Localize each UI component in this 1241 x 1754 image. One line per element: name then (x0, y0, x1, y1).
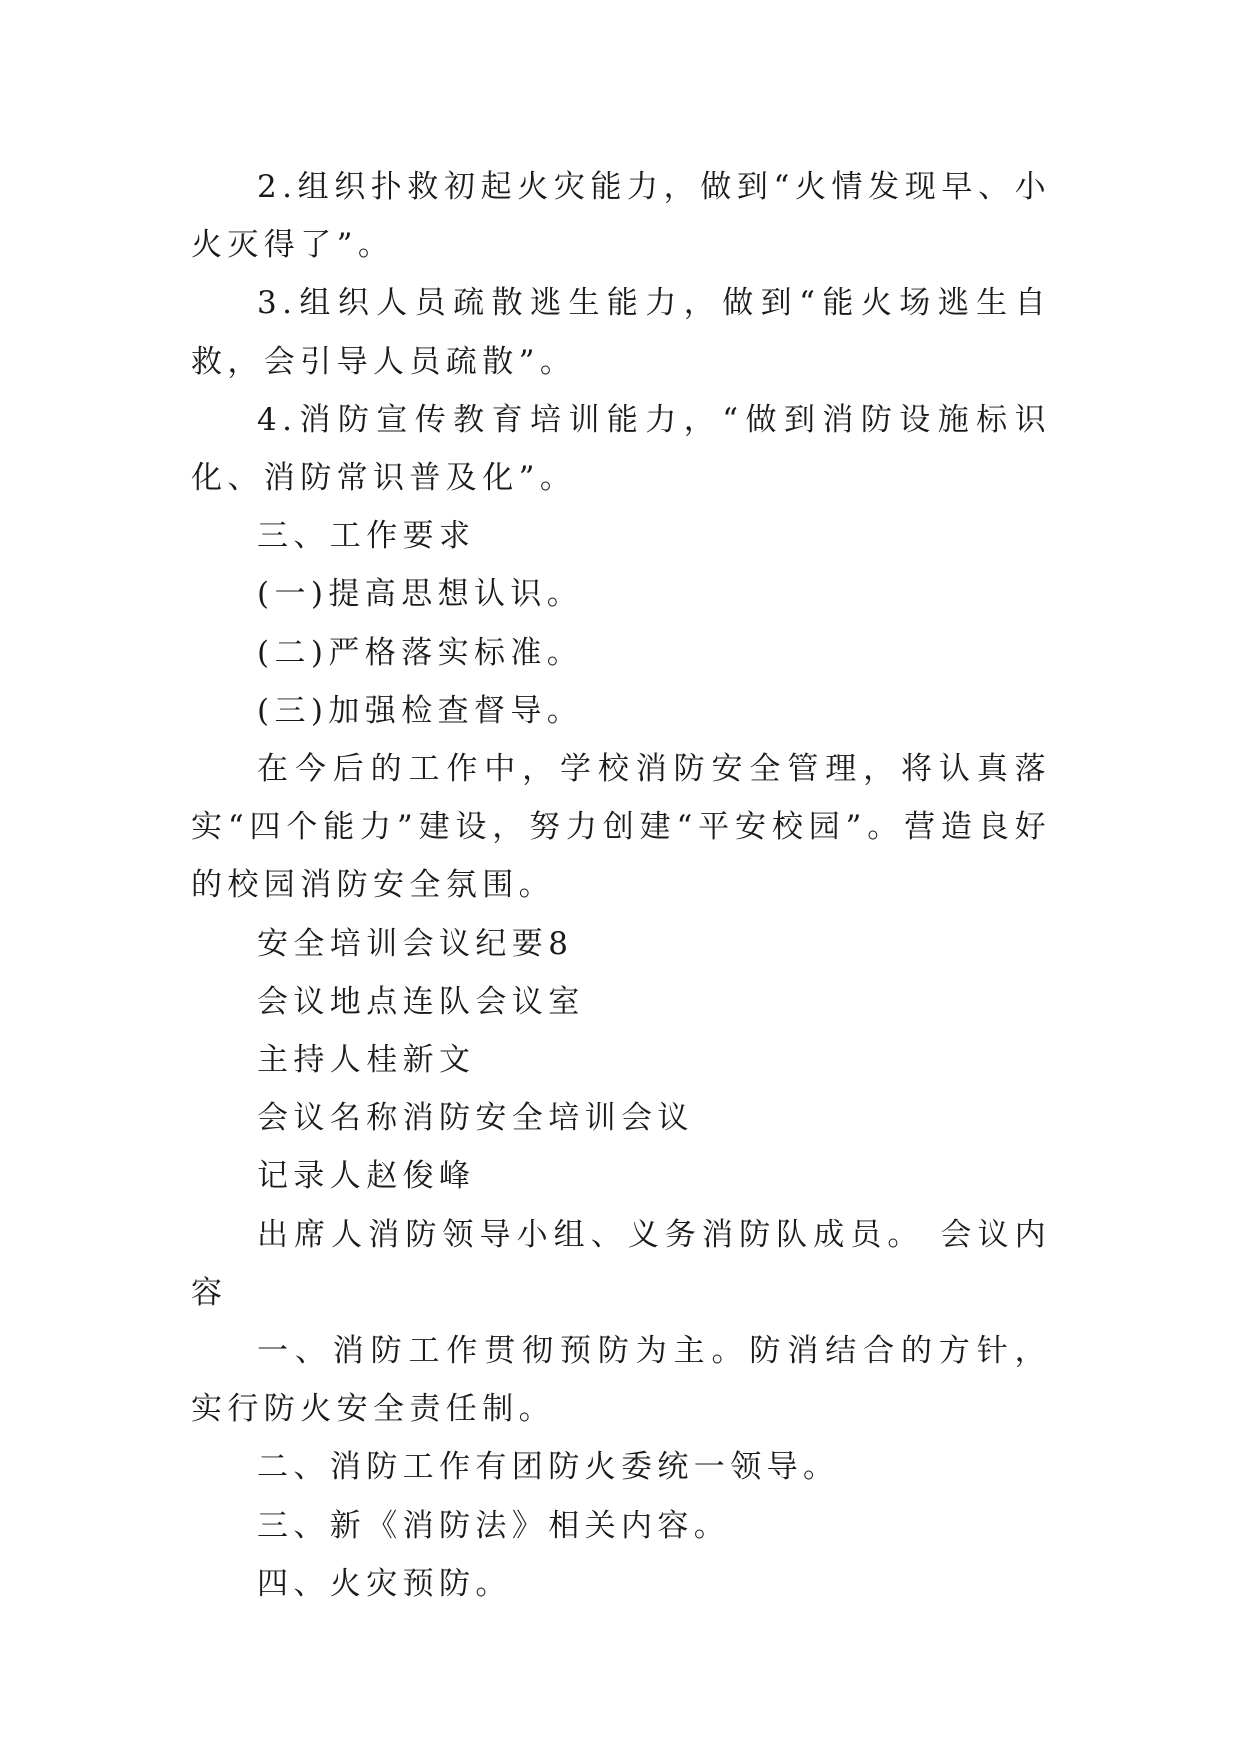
requirement-1: (一)提高思想认识。 (257, 576, 584, 613)
minutes-title: 安全培训会议纪要8 (257, 925, 574, 962)
meeting-host: 主持人桂新文 (257, 1042, 476, 1079)
document-body (191, 158, 1051, 1613)
closing-paragraph: 在今后的工作中，学校消防安全管理，将认真落实“四个能力”建设，努力创建“平安校园”。营造良好的校园消防安全氛围。 (191, 751, 1051, 904)
paragraph-item-3: 3.组织人员疏散逃生能力，做到“能火场逃生自救，会引导人员疏散”。 (191, 285, 1051, 380)
requirement-3: (三)加强检查督导。 (257, 692, 584, 729)
content-item-1: 一、消防工作贯彻预防为主。防消结合的方针，实行防火安全责任制。 (191, 1333, 1051, 1428)
section-heading-requirements: 三、工作要求 (257, 518, 476, 555)
meeting-recorder: 记录人赵俊峰 (257, 1158, 476, 1195)
content-item-4: 四、火灾预防。 (257, 1565, 512, 1602)
meeting-location: 会议地点连队会议室 (257, 983, 585, 1020)
content-item-2: 二、消防工作有团防火委统一领导。 (257, 1449, 840, 1486)
meeting-attendees: 出席人消防领导小组、义务消防队成员。 会议内容 (191, 1216, 1051, 1311)
requirement-2: (二)严格落实标准。 (257, 634, 584, 671)
paragraph-item-4: 4.消防宣传教育培训能力，“做到消防设施标识化、消防常识普及化”。 (191, 401, 1051, 497)
meeting-name: 会议名称消防安全培训会议 (257, 1100, 694, 1137)
paragraph-item-2: 2.组织扑救初起火灾能力，做到“火情发现早、小火灭得了”。 (191, 169, 1051, 264)
content-item-3: 三、新《消防法》相关内容。 (257, 1507, 731, 1544)
